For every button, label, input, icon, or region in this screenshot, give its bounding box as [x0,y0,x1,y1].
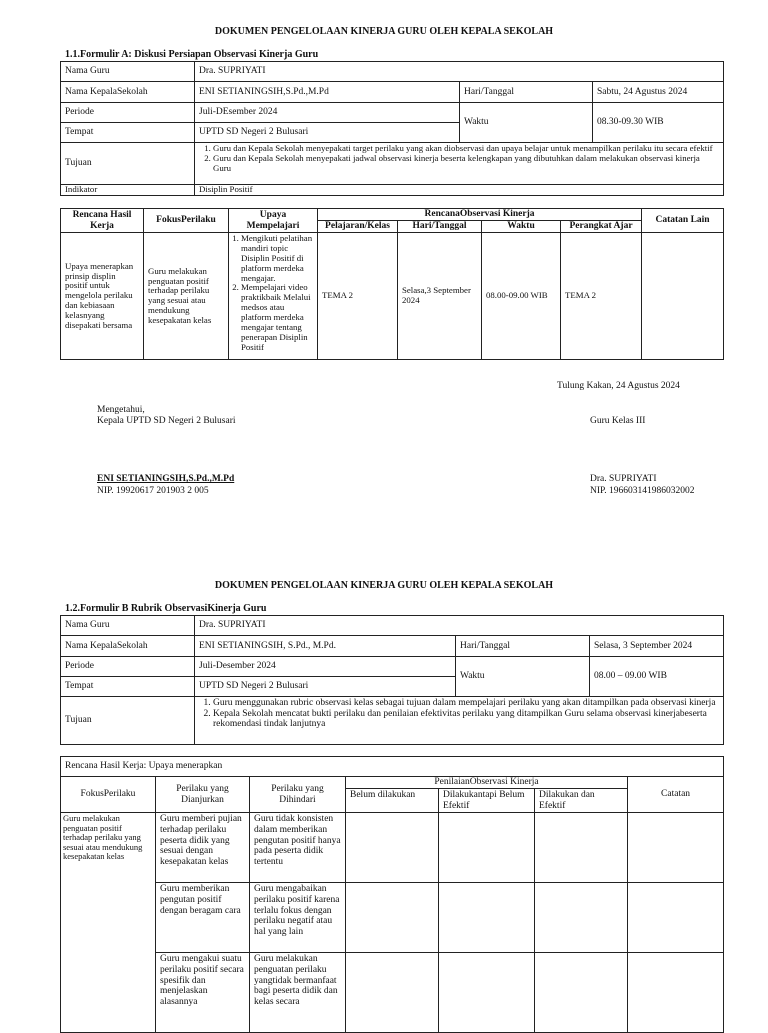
header-rencana-obs: RencanaObservasi Kinerja [318,209,642,221]
doc2-info-table [60,615,724,745]
label-tempat: Tempat [61,123,195,143]
label-periode: Periode [61,657,195,677]
cell-pelajaran: TEMA 2 [318,233,398,360]
header-fokus: FokusPerilaku [144,209,229,233]
header-perangkat: Perangkat Ajar [561,221,642,233]
kepsek-title: Kepala UPTD SD Negeri 2 Bulusari [97,416,236,426]
label-periode: Periode [61,103,195,123]
cell-fokus: Guru melakukan penguatan positif terhadap perilaku yang sesuai atau mendukung kesepakatan kelas [61,813,156,1033]
cell-belum-efektif [439,813,535,883]
label-tempat: Tempat [61,677,195,697]
value-tujuan [195,143,724,185]
header-dihindari: Perilaku yang Dihindari [250,777,346,813]
cell-dianjurkan: Guru memberikan pengutan positif dengan beragam cara [156,883,250,953]
header-waktu: Waktu [482,221,561,233]
mengetahui: Mengetahui, [97,405,145,415]
value-tempat: UPTD SD Negeri 2 Bulusari [195,677,456,697]
value-periode: Juli-DEsember 2024 [195,103,460,123]
cell-catatan [628,953,724,1033]
header-fokus: FokusPerilaku [61,777,156,813]
header-rencana: Rencana Hasil Kerja [61,209,144,233]
rencana-label: Rencana Hasil Kerja: Upaya menerapkan [61,757,724,777]
doc1-plan-table [60,208,724,360]
header-penilaian: PenilaianObservasi Kinerja [346,777,628,789]
value-tujuan [195,697,724,745]
label-waktu: Waktu [460,103,593,143]
header-belum-efektif: Dilakukantapi Belum Efektif [439,789,535,813]
cell-dihindari: Guru mengabaikan perilaku positif karena terlalu fokus dengan perilaku negatif atau hal yang lain [250,883,346,953]
header-catatan: Catatan [628,777,724,813]
upaya-item: 2. Mempelajari video praktikbaik Melalui medsos atau platform merdeka mengajar tentang penerapan Disiplin Positif [241,283,313,352]
header-pelajaran: Pelajaran/Kelas [318,221,398,233]
kepsek-nip: NIP. 19920617 201903 2 005 [97,486,209,496]
value-nama-kepsek: ENI SETIANINGSIH,S.Pd.,M.Pd [195,82,460,103]
guru-name: Dra. SUPRIYATI [590,474,657,484]
kepsek-name: ENI SETIANINGSIH,S.Pd.,M.Pd [97,474,235,484]
value-hari: Sabtu, 24 Agustus 2024 [593,82,724,103]
tujuan-item: 1. Guru dan Kepala Sekolah menyepakati target perilaku yang akan diobservasi dan upaya belajar untuk menampilkan perilaku itu secara efektif [213,144,719,154]
cell-dianjurkan: Guru memberi pujian terhadap perilaku peserta didik yang sesuai dengan kesepakatan kelas [156,813,250,883]
cell-waktu: 08.00-09.00 WIB [482,233,561,360]
cell-dihindari: Guru tidak konsisten dalam memberikan pengutan positif hanya pada peserta didik tertentu [250,813,346,883]
header-belum: Belum dilakukan [346,789,439,813]
tujuan-item: 1. Guru menggunakan rubric observasi kelas sebagai tujuan dalam mempelajari perilaku yang akan ditampilkan pada observasi kinerja [213,698,719,709]
label-nama-guru: Nama Guru [61,62,195,82]
cell-efektif [535,813,628,883]
guru-nip: NIP. 196603141986032002 [590,486,695,496]
tujuan-item: 2. Guru dan Kepala Sekolah menyepakati jadwal observasi kinerja beserta kelengkapan yang dibutuhkan dalam melakukan observasi kinerja Guru [213,154,719,174]
label-hari: Hari/Tanggal [460,82,593,103]
value-waktu: 08.00 – 09.00 WIB [590,657,724,697]
value-waktu: 08.30-09.30 WIB [593,103,724,143]
doc1-title: DOKUMEN PENGELOLAAN KINERJA GURU OLEH KEPALA SEKOLAH [214,26,554,37]
doc2-subtitle: 1.2.Formulir B Rubrik ObservasiKinerja Guru [65,603,267,614]
header-hari: Hari/Tanggal [398,221,482,233]
cell-perangkat: TEMA 2 [561,233,642,360]
doc2-title: DOKUMEN PENGELOLAAN KINERJA GURU OLEH KEPALA SEKOLAH [214,580,554,591]
value-nama-guru: Dra. SUPRIYATI [195,616,724,636]
value-nama-kepsek: ENI SETIANINGSIH, S.Pd., M.Pd. [195,636,456,657]
cell-dihindari: Guru melakukan penguatan perilaku yangtidak bermanfaat bagi peserta didik dan kelas secara [250,953,346,1033]
value-indikator: Disiplin Positif [195,185,724,196]
header-dianjurkan: Perilaku yang Dianjurkan [156,777,250,813]
value-hari: Selasa, 3 September 2024 [590,636,724,657]
cell-catatan [628,883,724,953]
cell-belum-efektif [439,883,535,953]
header-catatan: Catatan Lain [642,209,724,233]
value-nama-guru: Dra. SUPRIYATI [195,62,724,82]
label-indikator: Indikator [61,185,195,196]
value-tempat: UPTD SD Negeri 2 Bulusari [195,123,460,143]
cell-catatan [642,233,724,360]
label-hari: Hari/Tanggal [456,636,590,657]
cell-efektif [535,953,628,1033]
label-nama-kepsek: Nama KepalaSekolah [61,636,195,657]
cell-dianjurkan: Guru mengakui suatu perilaku positif secara spesifik dan menjelaskan alasannya [156,953,250,1033]
header-upaya: Upaya Mempelajari [229,209,318,233]
label-tujuan: Tujuan [61,697,195,745]
cell-belum-efektif [439,953,535,1033]
cell-catatan [628,813,724,883]
header-efektif: Dilakukan dan Efektif [535,789,628,813]
cell-belum [346,953,439,1033]
cell-efektif [535,883,628,953]
doc1-subtitle: 1.1.Formulir A: Diskusi Persiapan Observasi Kinerja Guru [65,49,319,60]
place-date: Tulung Kakan, 24 Agustus 2024 [557,381,680,391]
cell-belum [346,883,439,953]
cell-upaya [229,233,318,360]
label-nama-kepsek: Nama KepalaSekolah [61,82,195,103]
cell-rencana: Upaya menerapkan prinsip displin positif untuk mengelola perilaku dan kebiasaan kelasnyang disepakati bersama [61,233,144,360]
doc2-rubric-table [60,756,724,1033]
cell-hari: Selasa,3 September 2024 [398,233,482,360]
cell-belum [346,813,439,883]
guru-title: Guru Kelas III [590,416,646,426]
label-tujuan: Tujuan [61,143,195,185]
cell-fokus: Guru melakukan penguatan positif terhadap perilaku yang sesuai atau mendukung kesepakatan kelas [144,233,229,360]
value-periode: Juli-Desember 2024 [195,657,456,677]
doc1-info-table [60,61,724,196]
label-waktu: Waktu [456,657,590,697]
label-nama-guru: Nama Guru [61,616,195,636]
upaya-item: 1. Mengikuti pelatihan mandiri topic Disiplin Positif di platform merdeka mengajar. [241,234,313,283]
tujuan-item: 2. Kepala Sekolah mencatat bukti perilaku dan penilaian efektivitas perilaku yang ditampilkan Guru selama observasi kinerjabeserta rekomendasi tindak lanjutnya [213,709,719,730]
